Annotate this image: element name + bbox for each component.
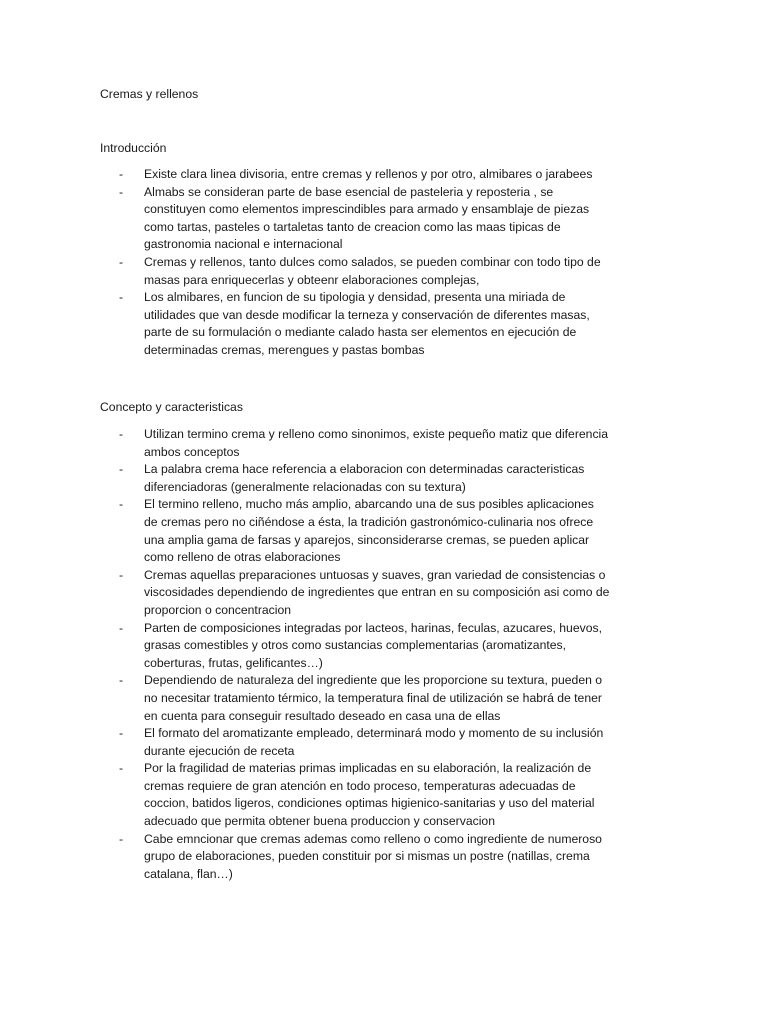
section-heading-concepto: Concepto y caracteristicas — [100, 400, 243, 414]
bullet-dash: - — [119, 427, 124, 441]
bullet-dash: - — [119, 254, 124, 269]
introduccion-bullet-list — [100, 166, 610, 360]
list-item — [100, 760, 610, 830]
list-item — [100, 254, 610, 289]
list-item-text: Cremas y rellenos, tanto dulces como salados, se pueden combinar con todo tipo de masas para enriquecerlas y obteenr elaboraciones complejas, — [144, 254, 601, 287]
bullet-dash: - — [119, 290, 124, 305]
list-item — [100, 184, 610, 254]
concepto-bullet-list — [100, 426, 610, 883]
list-item-text: Dependiendo de naturaleza del ingrediente que les proporcione su textura, pueden o no necesitar tratamiento térmico, la temperatura final de utilización se habrá de tener en cuenta para conseguir resultado deseado en casa una de ellas — [144, 673, 603, 723]
bullet-dash: - — [119, 620, 124, 635]
bullet-dash: - — [119, 567, 124, 582]
list-item — [100, 567, 610, 620]
bullet-dash: - — [119, 462, 124, 477]
list-item — [100, 426, 610, 461]
list-item-text: El formato del aromatizante empleado, determinará modo y momento de su inclusión durante ejecución de receta — [144, 726, 604, 758]
list-item — [100, 289, 610, 359]
list-item-text: Cremas aquellas preparaciones untuosas y suaves, gran variedad de consistencias o viscosidades dependiendo de ingredientes que entran en su composición asi como de proporcion o concentracion — [144, 567, 610, 617]
list-item-text: Existe clara linea divisoria, entre cremas y rellenos y por otro, almibares o jarabees — [144, 167, 593, 181]
list-item-text: Cabe emncionar que cremas ademas como relleno o como ingrediente de numeroso grupo de elaboraciones, pueden constituir por si mismas un postre (natillas, crema catalana, flan…) — [144, 831, 602, 881]
list-item-text: Utilizan termino crema y relleno como sinonimos, existe pequeño matiz que diferencia ambos conceptos — [144, 427, 609, 459]
list-item-text: Por la fragilidad de materias primas implicadas en su elaboración, la realización de cremas requiere de gran atención en todo proceso, temperaturas adecuadas de coccion, batidos ligeros, condiciones optimas higienico-sanitarias y uso del material adecuado que permita obtener buena produccion y conservacion — [144, 761, 595, 829]
list-item — [100, 166, 610, 184]
list-item — [100, 725, 610, 760]
bullet-dash: - — [119, 167, 124, 181]
bullet-dash: - — [119, 184, 124, 199]
list-item — [100, 620, 610, 673]
list-item — [100, 672, 610, 725]
bullet-dash: - — [119, 497, 124, 512]
list-item — [100, 496, 610, 566]
list-item-text: Los almibares, en funcion de su tipologia y densidad, presenta una miriada de utilidades que van desde modificar la terneza y conservación de diferentes masas, parte de su formulación o mediante calado hasta ser elementos en ejecución de determinadas cremas, merengues y pastas bombas — [144, 290, 590, 357]
bullet-dash: - — [119, 726, 124, 741]
bullet-dash: - — [119, 673, 124, 688]
list-item — [100, 831, 610, 884]
list-item-text: Almabs se consideran parte de base esencial de pasteleria y reposteria , se constituyen como elementos imprescindibles para armado y ensamblaje de piezas como tartas, pasteles o tartaletas tanto de creacion como las maas tipicas de gastronomia nacional e internacional — [144, 184, 590, 252]
list-item-text: El termino relleno, mucho más amplio, abarcando una de sus posibles aplicaciones de cremas pero no ciñéndose a ésta, la tradición gastronómico-culinaria nos ofrece una amplia gama de farsas y aparejos, sinconsiderarse cremas, se pueden aplicar como relleno de otras elaboraciones — [144, 497, 594, 565]
list-item — [100, 461, 610, 496]
bullet-dash: - — [119, 831, 124, 846]
section-heading-introduccion: Introducción — [100, 141, 167, 155]
document-title: Cremas y rellenos — [100, 87, 199, 101]
list-item-text: La palabra crema hace referencia a elaboracion con determinadas caracteristicas diferenciadoras (generalmente relacionadas con su textura) — [144, 462, 585, 494]
bullet-dash: - — [119, 761, 124, 776]
list-item-text: Parten de composiciones integradas por lacteos, harinas, feculas, azucares, huevos, grasas comestibles y otros como sustancias complementarias (aromatizantes, coberturas, frutas, gelificantes…) — [144, 620, 602, 670]
